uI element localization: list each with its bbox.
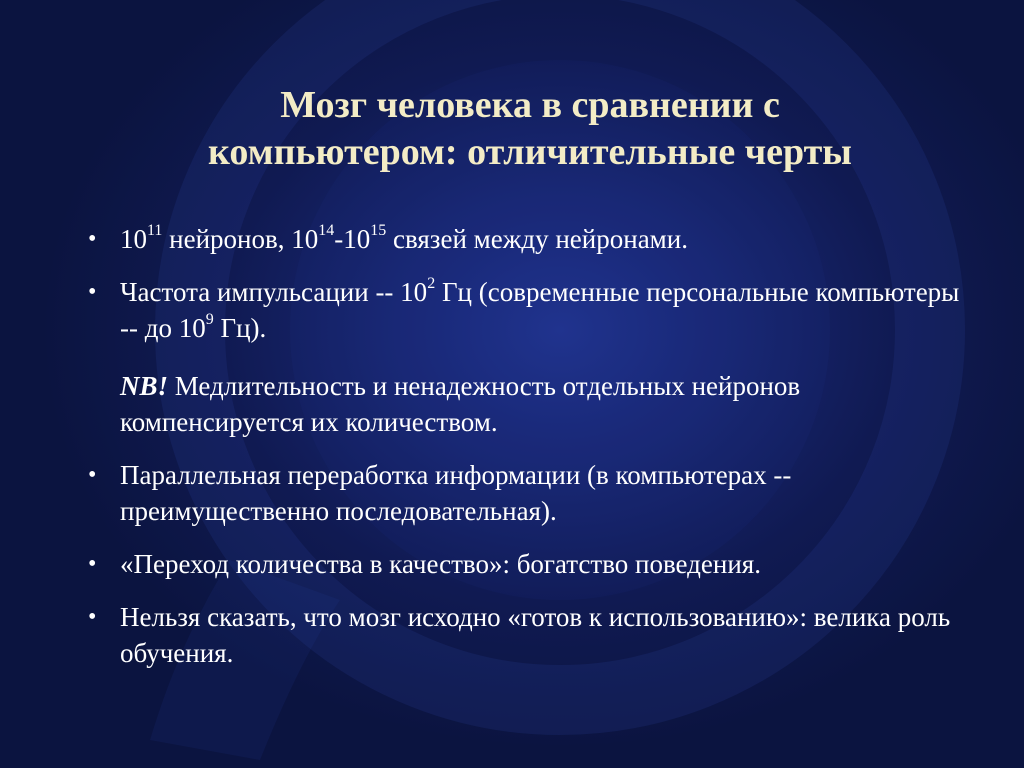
frequency-text-middle: Гц (современные персональные компьютеры -- до 10: [120, 277, 960, 343]
frequency-text-end: Гц).: [213, 313, 267, 343]
bullet-marker: •: [88, 604, 97, 630]
bullet-marker: •: [88, 551, 97, 577]
connections-dash: -10: [334, 224, 371, 254]
connections-exponent-min: 14: [318, 222, 335, 239]
list-item-learning: [88, 599, 968, 671]
list-item-neurons: [88, 221, 968, 257]
list-item-parallel-processing: [88, 457, 968, 529]
connections-exponent-max: 15: [370, 222, 387, 239]
nb-note: [88, 368, 968, 440]
list-item-frequency: [88, 274, 968, 346]
nb-label: NB!: [120, 371, 169, 401]
bullet-marker: •: [88, 279, 97, 305]
neurons-text: нейронов, 10: [162, 224, 319, 254]
bullet-marker: •: [88, 462, 97, 488]
parallel-processing-text: Параллельная переработка информации (в компьютерах -- преимущественно последовательная).: [120, 460, 792, 526]
connections-text: связей между нейронами.: [386, 224, 688, 254]
quantity-quality-text: «Переход количества в качество»: богатство поведения.: [120, 549, 761, 579]
neurons-base: 10: [120, 224, 147, 254]
frequency-exponent: 2: [427, 275, 436, 292]
list-item-quantity-quality: [88, 546, 968, 582]
nb-text: Медлительность и ненадежность отдельных нейронов компенсируется их количеством.: [120, 371, 801, 437]
bullet-list: [88, 221, 968, 671]
computer-frequency-exponent: 9: [205, 311, 214, 328]
bullet-marker: •: [88, 226, 97, 252]
frequency-text-start: Частота импульсации -- 10: [120, 277, 428, 307]
neurons-exponent: 11: [147, 222, 163, 239]
slide-title: Мозг человека в сравнении с компьютером: отличительные черты: [208, 84, 852, 173]
learning-text: Нельзя сказать, что мозг исходно «готов к использованию»: велика роль обучения.: [120, 602, 951, 668]
